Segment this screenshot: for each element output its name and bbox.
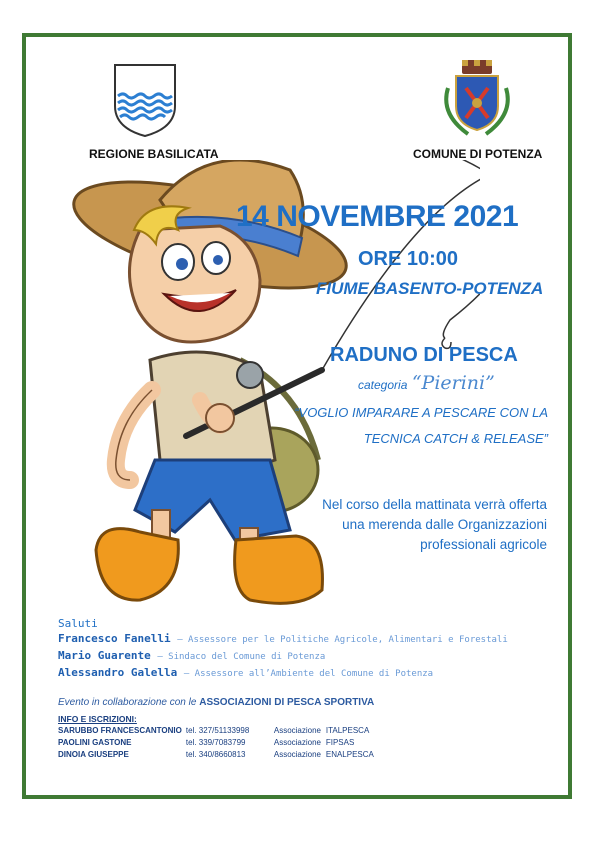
contact-phone: tel. 340/8660813 [185,749,246,759]
motto-line: “VOGLIO IMPARARE A PESCARE CON LA [294,405,548,420]
contacts-heading: INFO E ISCRIZIONI: [58,714,137,724]
category-name: “Pierini” [411,372,495,394]
contact-name: PAOLINI GASTONE [58,737,132,747]
contact-assoc-label: Associazione [273,737,321,747]
motto-line: TECNICA CATCH & RELEASE” [363,431,548,446]
event-place: FIUME BASENTO-POTENZA [316,279,544,298]
table-row [56,736,376,748]
event-category [358,372,495,394]
event-motto [288,400,548,452]
greetings-heading: Saluti [58,617,98,630]
collaboration-organizations: ASSOCIAZIONI DI PESCA SPORTIVA [199,697,375,708]
snack-line: una merenda dalle Organizzazioni [342,517,547,532]
collaboration-prefix: Evento in collaborazione con le [58,697,197,708]
event-title: RADUNO DI PESCA [330,344,518,366]
contact-phone: tel. 339/7083799 [185,737,246,747]
greeting-entry [58,665,508,682]
greeting-role: – Assessore all’Ambiente del Comune di Potenza [183,669,434,679]
greeting-role: – Assessore per le Politiche Agricole, Alimentari e Forestali [177,635,508,645]
table-row [56,724,376,736]
regione-basilicata-crest-icon [112,62,178,138]
table-row [56,748,376,760]
snack-notice [297,495,547,555]
event-date: 14 NOVEMBRE 2021 [236,200,519,233]
greeting-role: – Sindaco del Comune di Potenza [157,652,326,662]
contact-assoc: ITALPESCA [325,725,370,735]
contacts-table [56,724,376,760]
event-time: ORE 10:00 [358,248,459,270]
regione-basilicata-label: REGIONE BASILICATA [89,147,219,161]
contact-assoc-label: Associazione [273,725,321,735]
contact-phone: tel. 327/51133998 [185,725,250,735]
contact-name: DINOIA GIUSEPPE [58,749,129,759]
collaboration-line [58,697,374,708]
contact-name: SARUBBO FRANCESCANTONIO [58,725,182,735]
comune-potenza-label: COMUNE DI POTENZA [413,147,543,161]
contact-assoc: ENALPESCA [325,749,374,759]
contact-assoc-label: Associazione [273,749,321,759]
category-label: categoria [358,378,408,392]
contact-assoc: FIPSAS [325,737,355,747]
greeting-entry [58,631,508,648]
snack-line: professionali agricole [420,537,547,552]
greetings-section [58,616,508,682]
greeting-name: Francesco Fanelli [58,632,171,645]
greeting-entry [58,648,508,665]
greeting-name: Alessandro Galella [58,666,178,679]
comune-potenza-crest-icon [438,58,516,142]
snack-line: Nel corso della mattinata verrà offerta [322,497,547,512]
greeting-name: Mario Guarente [58,649,151,662]
